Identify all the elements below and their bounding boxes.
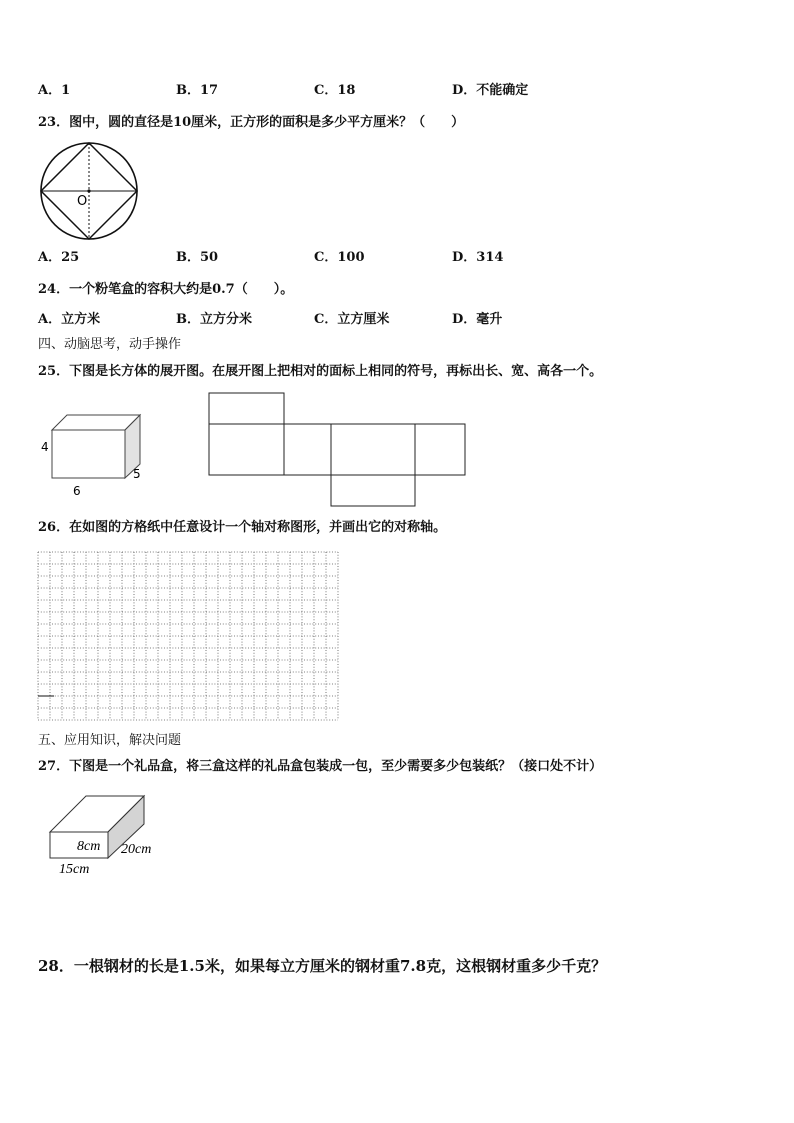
gift-box-width-label: 20cm: [121, 842, 152, 857]
q22-option-c: C．18: [314, 83, 356, 98]
q25-question: 25．下图是长方体的展开图。在展开图上把相对的面标上相同的符号，再标出长、宽、高各一个。: [38, 364, 603, 379]
net-face-side-2: [415, 424, 465, 475]
section-5-title: 五、应用知识，解决问题: [38, 733, 182, 748]
net-face-back: [331, 424, 415, 475]
q23-option-c: C．100: [314, 250, 365, 265]
q22-option-d: D．不能确定: [452, 83, 529, 98]
center-label: O: [77, 194, 88, 209]
q24-option-a: A．立方米: [38, 312, 101, 327]
cuboid-height-label: 4: [41, 440, 49, 454]
q26-question: 26．在如图的方格纸中任意设计一个轴对称图形，并画出它的对称轴。: [38, 520, 447, 535]
cuboid-net-figure: [208, 392, 468, 508]
net-face-top: [209, 393, 284, 424]
q24-option-d: D．毫升: [452, 312, 503, 327]
q23-option-d: D．314: [452, 250, 504, 265]
q27-question: 27．下图是一个礼品盒，将三盒这样的礼品盒包装成一包，至少需要多少包装纸？（接口处不计）: [38, 759, 603, 774]
center-point: [87, 189, 90, 192]
gift-box-length-label: 15cm: [59, 862, 90, 877]
q22-option-b: B．17: [176, 83, 219, 98]
net-face-bottom: [331, 475, 415, 506]
q23-option-a: A．25: [38, 250, 80, 265]
q24-option-b: B．立方分米: [176, 312, 252, 327]
q23-question: 23．图中，圆的直径是10厘米，正方形的面积是多少平方厘米？（ ）: [38, 115, 465, 130]
grid-paper[interactable]: [38, 552, 340, 722]
q23-option-b: B．50: [176, 250, 219, 265]
gift-box-height-label: 8cm: [77, 839, 101, 854]
cuboid-width-label: 5: [133, 467, 141, 481]
q28-question: 28．一根钢材的长是1.5米，如果每立方厘米的钢材重7.8克，这根钢材重多少千克？: [38, 957, 607, 975]
net-face-side-1: [284, 424, 331, 475]
cuboid-length-label: 6: [73, 484, 81, 498]
circle-square-figure: [38, 140, 140, 242]
q22-option-a: A．1: [38, 83, 71, 98]
net-face-front: [209, 424, 284, 475]
gift-box-figure: [46, 794, 176, 880]
section-4-title: 四、动脑思考，动手操作: [38, 337, 182, 352]
cuboid-figure: [38, 408, 158, 500]
q24-option-c: C．立方厘米: [314, 312, 390, 327]
q24-question: 24．一个粉笔盒的容积大约是0.7（ ）。: [38, 282, 294, 297]
